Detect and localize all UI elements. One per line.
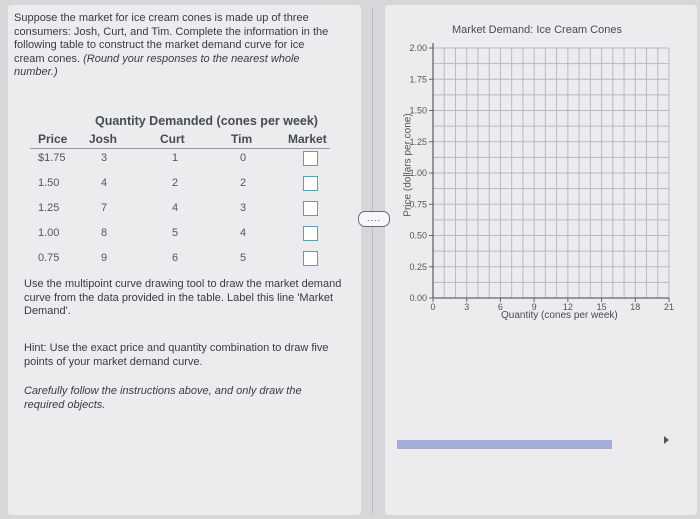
graph-panel — [385, 5, 697, 515]
y-tick-label: 0.25 — [409, 261, 427, 272]
cell-curt: 5 — [172, 227, 179, 239]
x-tick-label: 9 — [531, 302, 537, 312]
x-tick-label: 18 — [630, 302, 641, 312]
panel-divider — [372, 8, 373, 513]
header-josh: Josh — [89, 132, 118, 146]
cell-josh: 9 — [101, 252, 108, 264]
market-input[interactable] — [303, 251, 318, 266]
market-input[interactable] — [303, 226, 318, 241]
draw-instruction: Use the multipoint curve drawing tool to draw the market demand curve from the data provided in the table. Label this line 'Market Demand'. — [24, 278, 342, 317]
cell-price: $1.75 — [38, 152, 66, 164]
x-axis-label: Quantity (cones per week) — [501, 310, 618, 321]
chart-title: Market Demand: Ice Cream Cones — [452, 24, 622, 36]
y-tick-label: 1.50 — [409, 105, 427, 116]
market-input[interactable] — [303, 151, 318, 166]
cell-josh: 3 — [101, 152, 108, 164]
y-axis-label: Price (dollars per cone) — [402, 113, 414, 217]
y-tick-label: 0.00 — [409, 293, 427, 303]
cell-josh: 4 — [101, 177, 108, 189]
intro-text: Suppose the market for ice cream cones is made up of three consumers: Josh, Curt, and Tim. Complete the information in the following table to construct the market demand curve for ice cream cones. — [14, 12, 329, 65]
cell-tim: 3 — [240, 202, 247, 214]
cell-price: 1.50 — [38, 177, 60, 189]
x-tick-label: 15 — [596, 302, 607, 312]
cell-tim: 2 — [240, 177, 247, 189]
x-tick-label: 12 — [562, 302, 573, 312]
x-tick-label: 21 — [663, 302, 675, 312]
header-curt: Curt — [160, 132, 185, 146]
y-tick-label: 0.75 — [409, 199, 427, 210]
horizontal-scrollbar[interactable] — [397, 440, 612, 449]
problem-intro — [14, 12, 329, 80]
header-rule — [30, 148, 330, 149]
scroll-right-arrow[interactable] — [664, 436, 669, 444]
x-tick-label: 3 — [464, 302, 470, 312]
y-tick-label: 1.25 — [409, 136, 427, 147]
y-tick-label: 2.00 — [409, 43, 427, 53]
round-note: (Round your responses to the nearest whole number.) — [14, 52, 300, 78]
cell-curt: 4 — [172, 202, 179, 214]
cell-tim: 4 — [240, 227, 247, 239]
hint-text: Hint: Use the exact price and quantity combination to draw five points of your market demand curve. — [24, 342, 329, 368]
cell-price: 0.75 — [38, 252, 60, 264]
careful-note: Carefully follow the instructions above, and only draw the required objects. — [24, 385, 302, 411]
y-tick-label: 0.50 — [409, 230, 427, 241]
header-market: Market — [288, 132, 327, 146]
x-tick-label: 0 — [430, 302, 436, 312]
market-input[interactable] — [303, 201, 318, 216]
cell-josh: 8 — [101, 227, 108, 239]
cell-tim: 5 — [240, 252, 247, 264]
cell-price: 1.00 — [38, 227, 60, 239]
cell-curt: 2 — [172, 177, 179, 189]
x-tick-label: 6 — [497, 302, 503, 312]
y-tick-label: 1.00 — [409, 168, 427, 178]
market-input[interactable] — [303, 176, 318, 191]
cell-price: 1.25 — [38, 202, 60, 214]
table-title: Quantity Demanded (cones per week) — [95, 114, 318, 128]
cell-tim: 0 — [240, 152, 247, 164]
cell-curt: 6 — [172, 252, 179, 264]
divider-handle[interactable]: .... — [358, 211, 390, 227]
cell-josh: 7 — [101, 202, 108, 214]
cell-curt: 1 — [172, 152, 179, 164]
header-tim: Tim — [231, 132, 253, 146]
header-price: Price — [38, 132, 68, 146]
y-tick-label: 1.75 — [409, 74, 427, 85]
